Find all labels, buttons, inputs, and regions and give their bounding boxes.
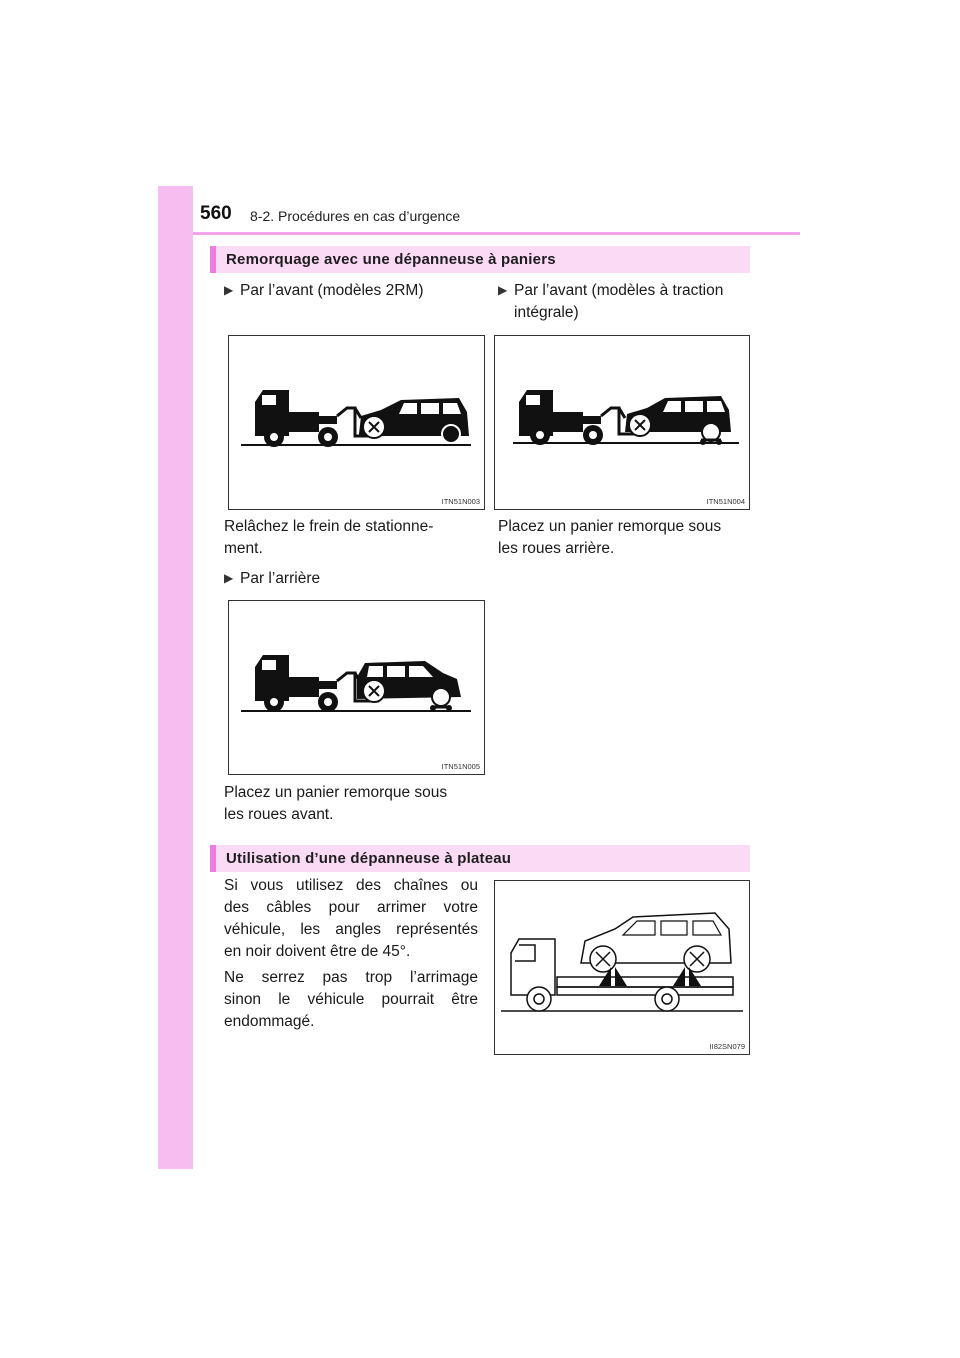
- tow-truck-front-illustration: [229, 336, 484, 509]
- bullet-rear: [224, 567, 320, 590]
- bullet-front-2wd: [224, 279, 423, 302]
- figure-front-2wd: [228, 335, 485, 510]
- bullet-text: Par l’avant (modèles 2RM): [240, 282, 424, 299]
- triangle-bullet-icon: ▶: [498, 283, 508, 297]
- tow-truck-rear-illustration: [229, 601, 484, 774]
- instruction-line: Placez un panier remorque sous: [224, 784, 448, 801]
- paragraph-line: Ne serrez pas trop l’arrimage: [224, 969, 478, 986]
- chapter-title: 8-2. Procédures en cas d’urgence: [250, 208, 461, 224]
- flatbed-paragraph-2: [224, 967, 478, 1033]
- flatbed-truck-illustration: [495, 881, 749, 1054]
- tow-truck-dolly-illustration: [495, 336, 749, 509]
- figure-code: II82SN079: [709, 1042, 745, 1051]
- paragraph-line: des câbles pour arrimer votre: [224, 899, 478, 916]
- figure-code: ITN51N005: [441, 762, 480, 771]
- bullet-text: Par l’arrière: [240, 570, 321, 587]
- instruction-line: ment.: [224, 540, 263, 557]
- paragraph-line: endommagé.: [224, 1013, 315, 1030]
- paragraph-line: sinon le véhicule pourrait être: [224, 991, 478, 1008]
- bullet-text-cont: intégrale): [514, 304, 579, 321]
- flatbed-paragraph-1: [224, 875, 478, 963]
- figure-flatbed: [494, 880, 750, 1055]
- page-number: 560: [200, 203, 232, 224]
- instruction-line: les roues avant.: [224, 806, 334, 823]
- section-heading-text: Utilisation d’une dépanneuse à plateau: [226, 850, 512, 867]
- chapter-side-strip: [158, 186, 193, 1169]
- triangle-bullet-icon: ▶: [224, 571, 234, 585]
- figure-rear-tow: [228, 600, 485, 775]
- figure-code: ITN51N003: [441, 497, 480, 506]
- triangle-bullet-icon: ▶: [224, 283, 234, 297]
- bullet-front-awd: [498, 279, 723, 324]
- paragraph-line: véhicule, les angles représentés: [224, 921, 478, 938]
- header-rule: [193, 232, 800, 235]
- instruction-rear-dolly: [498, 516, 748, 560]
- instruction-line: les roues arrière.: [498, 540, 615, 557]
- instruction-front-dolly: [224, 782, 478, 826]
- paragraph-line: en noir doivent être de 45°.: [224, 943, 411, 960]
- instruction-line: Placez un panier remorque sous: [498, 518, 722, 535]
- figure-front-awd: [494, 335, 750, 510]
- section-heading-text: Remorquage avec une dépanneuse à paniers: [226, 251, 556, 268]
- instruction-parking-brake: [224, 516, 478, 560]
- section-heading-flatbed: [210, 845, 750, 872]
- section-heading-basket-towing: [210, 246, 750, 273]
- bullet-text: Par l’avant (modèles à traction: [514, 282, 724, 299]
- paragraph-line: Si vous utilisez des chaînes ou: [224, 877, 478, 894]
- instruction-line: Relâchez le frein de stationne-: [224, 518, 434, 535]
- figure-code: ITN51N004: [706, 497, 745, 506]
